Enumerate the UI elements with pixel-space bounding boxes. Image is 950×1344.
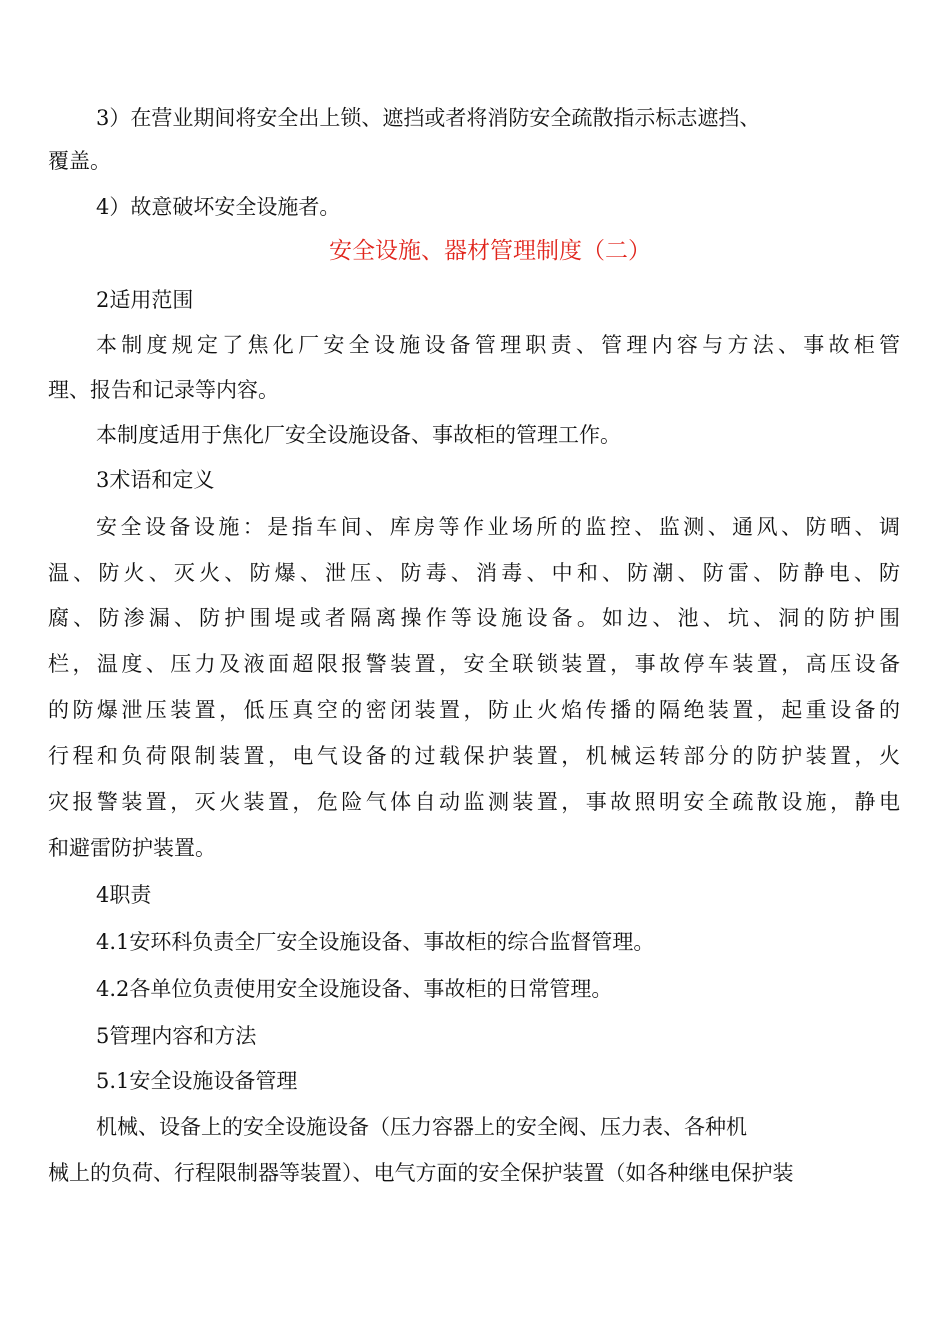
list-item-3-continued: 覆盖。 xyxy=(48,149,111,173)
responsibility-item-4-1: 4.1安环科负责全厂安全设施设备、事故柜的综合监督管理。 xyxy=(96,930,655,954)
section-3-heading: 3术语和定义 xyxy=(96,468,215,492)
definition-line-2: 温、防火、灭火、防爆、泄压、防毒、消毒、中和、防潮、防雷、防静电、防 xyxy=(48,561,900,585)
scope-applicability-paragraph: 本制度适用于焦化厂安全设施设备、事故柜的管理工作。 xyxy=(96,423,621,447)
definition-line-6: 行程和负荷限制装置，电气设备的过载保护装置，机械运转部分的防护装置，火 xyxy=(48,744,900,768)
document-title: 安全设施、器材管理制度（二） xyxy=(329,238,651,264)
scope-paragraph-line-1: 本制度规定了焦化厂安全设施设备管理职责、管理内容与方法、事故柜管 xyxy=(96,333,900,357)
definition-line-3: 腐、防渗漏、防护围堤或者隔离操作等设施设备。如边、池、坑、洞的防护围 xyxy=(48,606,900,630)
section-5-heading: 5管理内容和方法 xyxy=(96,1024,257,1048)
definition-line-1: 安全设备设施：是指车间、库房等作业场所的监控、监测、通风、防晒、调 xyxy=(96,515,900,539)
definition-line-4: 栏，温度、压力及液面超限报警装置，安全联锁装置，事故停车装置，高压设备 xyxy=(48,652,900,676)
list-item-3: 3）在营业期间将安全出上锁、遮挡或者将消防安全疏散指示标志遮挡、 xyxy=(96,106,761,130)
scope-paragraph-line-2: 理、报告和记录等内容。 xyxy=(48,378,279,402)
management-paragraph-line-2: 械上的负荷、行程限制器等装置）、电气方面的安全保护装置（如各种继电保护装 xyxy=(48,1161,794,1185)
subsection-5-1-heading: 5.1安全设施设备管理 xyxy=(96,1069,298,1093)
section-2-heading: 2适用范围 xyxy=(96,288,194,312)
management-paragraph-line-1: 机械、设备上的安全设施设备（压力容器上的安全阀、压力表、各种机 xyxy=(96,1115,747,1139)
list-item-4: 4）故意破坏安全设施者。 xyxy=(96,195,341,219)
definition-line-7: 灾报警装置，灭火装置，危险气体自动监测装置，事故照明安全疏散设施，静电 xyxy=(48,790,900,814)
responsibility-item-4-2: 4.2各单位负责使用安全设施设备、事故柜的日常管理。 xyxy=(96,977,613,1001)
definition-line-8: 和避雷防护装置。 xyxy=(48,836,216,860)
section-4-heading: 4职责 xyxy=(96,883,152,907)
definition-line-5: 的防爆泄压装置，低压真空的密闭装置，防止火焰传播的隔绝装置，起重设备的 xyxy=(48,698,900,722)
